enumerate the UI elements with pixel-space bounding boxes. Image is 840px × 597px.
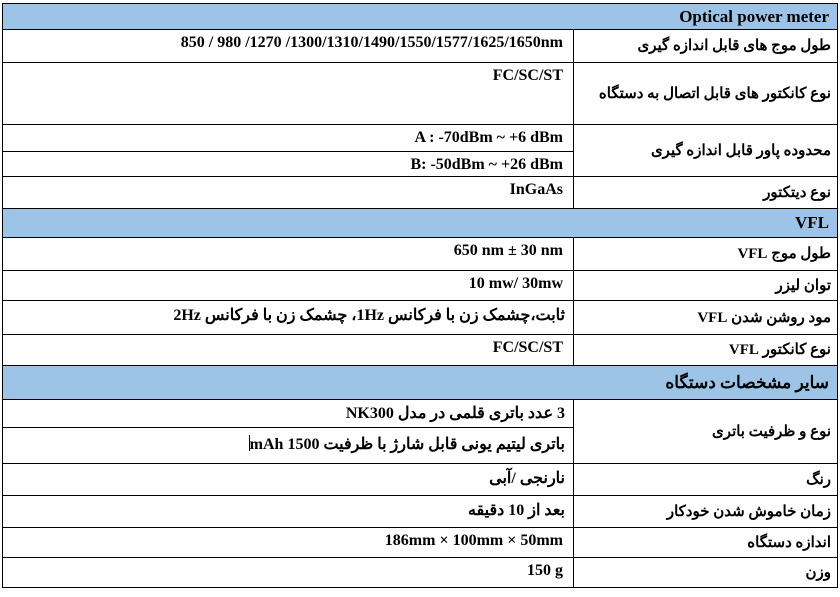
opm-detector-value: InGaAs xyxy=(3,177,574,209)
section-title-opm: Optical power meter xyxy=(3,4,838,30)
opm-detector-label: نوع دیتکتور xyxy=(574,177,838,209)
row-vfl-connector xyxy=(3,335,838,366)
opm-wavelength-value: 850 / 980 /1270 /1300/1310/1490/1550/1577/1625/1650nm xyxy=(3,30,574,63)
battery-value-2-wrap xyxy=(9,428,565,456)
row-weight xyxy=(3,558,838,588)
weight-label: وزن xyxy=(574,558,838,588)
battery-label: نوع و ظرفیت باتری xyxy=(574,400,838,464)
section-row-vfl xyxy=(3,209,838,238)
opm-connector-value: FC/SC/ST xyxy=(3,63,574,125)
battery-value-1: 3 عدد باتری قلمی در مدل NK300 xyxy=(3,403,573,428)
row-color xyxy=(3,464,838,496)
size-value: 186mm × 100mm × 50mm xyxy=(3,528,574,558)
section-title-vfl: VFL xyxy=(3,209,838,238)
row-opm-wavelength xyxy=(3,30,838,63)
battery-value xyxy=(3,400,574,464)
row-autooff xyxy=(3,496,838,528)
row-size xyxy=(3,528,838,558)
row-battery xyxy=(3,400,838,464)
opm-power-b: B: -50dBm ~ +26 dBm xyxy=(410,156,563,173)
spec-table xyxy=(2,3,838,588)
vfl-connector-label: نوع کانکتور VFL xyxy=(574,335,838,366)
vfl-mode-value: ثابت،چشمک زن با فرکانس 1Hz، چشمک زن با فرکانس 2Hz xyxy=(3,301,574,335)
autooff-value: بعد از 10 دقیقه xyxy=(3,496,574,528)
vfl-power-value: 10 mw/ 30mw xyxy=(3,271,574,301)
opm-power-value xyxy=(3,125,574,177)
section-title-other: سایر مشخصات دستگاه xyxy=(3,366,838,400)
vfl-wavelength-value: 650 nm ± 30 nm xyxy=(3,238,574,271)
row-vfl-wavelength xyxy=(3,238,838,271)
row-opm-power xyxy=(3,125,838,177)
color-label: رنگ xyxy=(574,464,838,496)
row-opm-detector xyxy=(3,177,838,209)
row-opm-connector xyxy=(3,63,838,125)
vfl-power-label: توان لیزر xyxy=(574,271,838,301)
section-row-other xyxy=(3,366,838,400)
vfl-mode-label: مود روشن شدن VFL xyxy=(574,301,838,335)
autooff-label: زمان خاموش شدن خودکار xyxy=(574,496,838,528)
battery-value-2: باتری لیتیم یونی قابل شارژ با ظرفیت 1500 mAh xyxy=(249,436,565,453)
opm-wavelength-label: طول موج های قابل اندازه گیری xyxy=(574,30,838,63)
row-vfl-mode xyxy=(3,301,838,335)
color-value: نارنجی /آبی xyxy=(3,464,574,496)
weight-value: 150 g xyxy=(3,558,574,588)
row-vfl-power xyxy=(3,271,838,301)
opm-power-label: محدوده پاور قابل اندازه گیری xyxy=(574,125,838,177)
vfl-connector-value: FC/SC/ST xyxy=(3,335,574,366)
section-row-opm xyxy=(3,4,838,30)
opm-connector-label: نوع کانکتور های قابل اتصال به دستگاه xyxy=(574,63,838,125)
size-label: اندازه دستگاه xyxy=(574,528,838,558)
vfl-wavelength-label: طول موج VFL xyxy=(574,238,838,271)
opm-power-a: A : -70dBm ~ +6 dBm xyxy=(3,127,573,152)
